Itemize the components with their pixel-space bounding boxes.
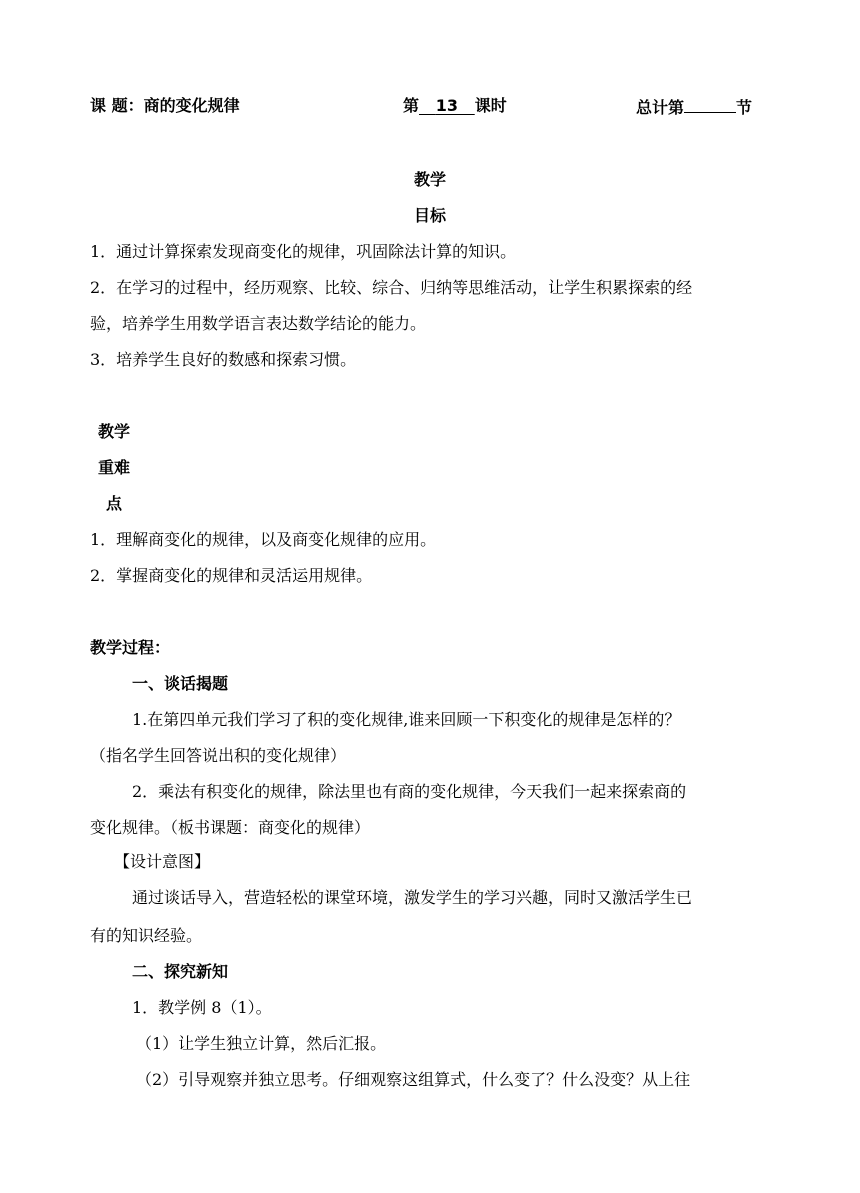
lesson-number-field: [403, 96, 507, 116]
lesson-prefix: 第: [403, 96, 420, 115]
objective-item: 验，培养学生用数学语言表达数学结论的能力。: [90, 314, 427, 333]
section2-line: 1．教学例 8（1）。: [132, 998, 272, 1017]
objectives-heading-line2: 目标: [414, 206, 447, 225]
section1-line: 1.在第四单元我们学习了积的变化规律,谁来回顾一下积变化的规律是怎样的？: [132, 710, 681, 729]
keypoint-item: 2．掌握商变化的规律和灵活运用规律。: [90, 566, 373, 585]
keypoint-item: 1．理解商变化的规律，以及商变化规律的应用。: [90, 530, 437, 549]
design-intent-label: 【设计意图】: [114, 852, 211, 871]
objectives-heading-line1: 教学: [414, 170, 447, 189]
lesson-number: 13: [435, 96, 458, 115]
section2-line: （2）引导观察并独立思考。仔细观察这组算式，什么变了？什么没变？从上往: [136, 1070, 691, 1089]
total-blank: [684, 96, 736, 113]
keypoints-heading-line1: 教学: [98, 422, 131, 441]
keypoints-heading-line2: 重难: [98, 458, 131, 477]
process-heading: 教学过程：: [90, 638, 171, 657]
keypoints-heading-line3: 点: [106, 494, 123, 513]
section1-title: 一、谈话揭题: [132, 674, 229, 693]
section1-line: 2．乘法有积变化的规律，除法里也有商的变化规律，今天我们一起来探索商的: [132, 782, 687, 801]
total-suffix: 节: [736, 98, 753, 117]
design-intent-line: 有的知识经验。: [90, 926, 203, 945]
objective-item: 2．在学习的过程中，经历观察、比较、综合、归纳等思维活动，让学生积累探索的经: [90, 278, 693, 297]
objective-item: 1．通过计算探索发现商变化的规律，巩固除法计算的知识。: [90, 242, 517, 261]
section1-line: 变化规律。（板书课题：商变化的规律）: [90, 818, 371, 837]
topic-title: 课 题：商的变化规律: [90, 96, 240, 115]
total-count-field: [636, 96, 752, 118]
section2-line: （1）让学生独立计算，然后汇报。: [136, 1034, 387, 1053]
section2-title: 二、探究新知: [132, 962, 229, 981]
total-prefix: 总计第: [636, 98, 685, 117]
lesson-suffix: 课时: [474, 96, 507, 115]
design-intent-line: 通过谈话导入，营造轻松的课堂环境，激发学生的学习兴趣，同时又激活学生已: [132, 888, 693, 907]
section1-line: （指名学生回答说出积的变化规律）: [90, 746, 347, 765]
objective-item: 3．培养学生良好的数感和探索习惯。: [90, 350, 357, 369]
